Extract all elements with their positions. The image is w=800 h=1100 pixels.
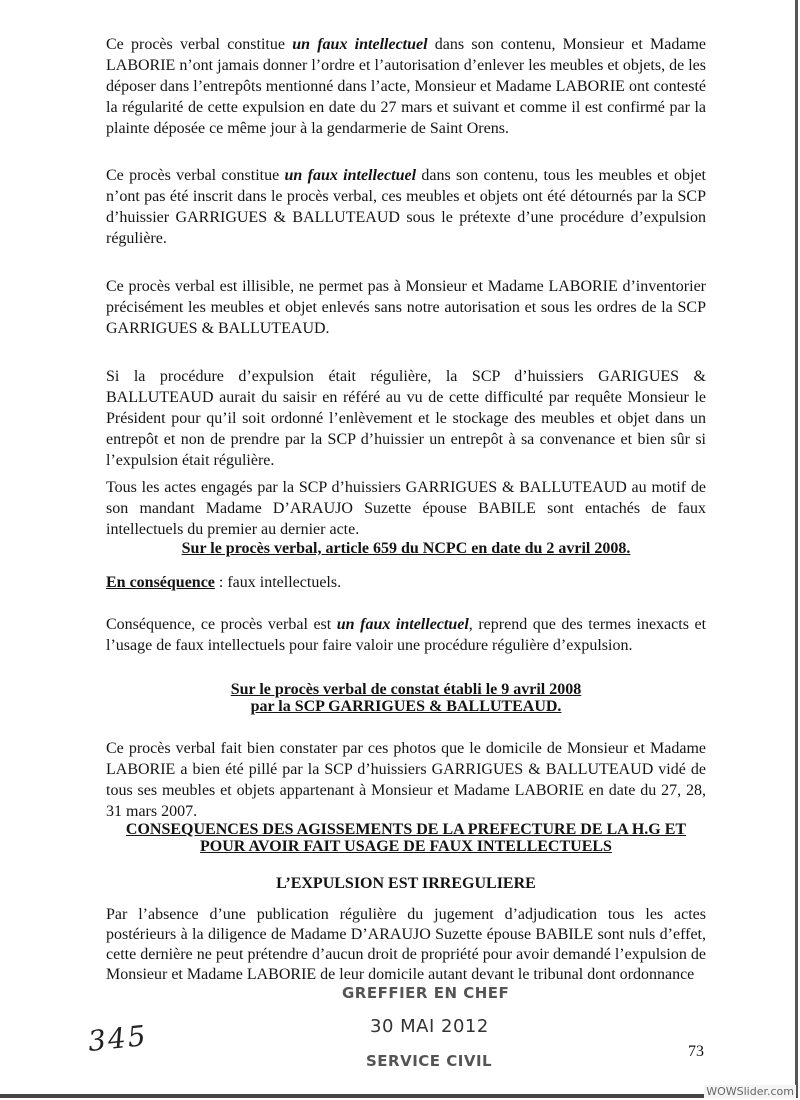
body-text: LABORIE a bien été pillé par la SCP d’huissiers GARRIGUES & BALLUTEAUD vidé de [106, 761, 706, 778]
body-text: Si la procédure d’expulsion était régulière, la SCP d’huissiers GARIGUES & [106, 368, 706, 385]
heading-proces-verbal-659: Sur le procès verbal, article 659 du NCPC en date du 2 avril 2008. [181, 540, 631, 557]
body-text: dans son contenu, tous les meubles et objet [416, 167, 706, 184]
body-text: 31 mars 2007. [106, 803, 198, 820]
stamp-service-civil: SERVICE CIVIL [366, 1052, 493, 1070]
paragraph-5 [106, 477, 706, 540]
text-line [106, 965, 706, 985]
body-text: Président pour qu’il soit ordonné l’enlèvement et le stockage des meubles et objet dans un [106, 410, 706, 427]
body-text: tous ses meubles et objets appartenant à Monsieur et Madame LABORIE en date du 27, 28, [106, 782, 706, 799]
text-line [106, 759, 706, 780]
emphasis-text: un faux intellectuel [284, 167, 417, 184]
paragraph-6 [106, 614, 706, 656]
text-line [106, 207, 706, 228]
body-text: Conséquence, ce procès verbal est [106, 616, 337, 633]
body-text: LABORIE n’ont jamais donner l’ordre et l’autorisation d’enlever les meubles et objets, de les [106, 57, 706, 74]
body-text: précisément les meubles et objet enlevés sans notre autorisation et sous les ordres de la SCP [106, 299, 706, 316]
body-text: régulière. [106, 230, 167, 247]
heading-constat-line-1: Sur le procès verbal de constat établi le 9 avril 2008 [230, 681, 582, 698]
text-line [106, 614, 706, 635]
stamp-date: 30 MAI 2012 [370, 1016, 489, 1037]
text-line [106, 118, 706, 139]
heading-consequences-line-2: POUR AVOIR FAIT USAGE DE FAUX INTELLECTUELS [200, 838, 612, 855]
text-line [106, 318, 706, 339]
text-line [106, 97, 706, 118]
text-line [106, 635, 706, 656]
body-text: GARRIGUES & BALLUTEAUD. [106, 320, 330, 337]
body-text: cette dernière ne peut prétendre d’aucun droit de propriété pour avoir demandé l’expulsion de [106, 946, 706, 963]
text-line [106, 945, 706, 965]
text-line [106, 905, 706, 925]
body-text: l’usage de faux intellectuels pour faire valoir une procédure régulière d’expulsion. [106, 637, 633, 654]
text-line [106, 165, 706, 186]
paragraph-8 [106, 905, 706, 985]
text-line [106, 925, 706, 945]
text-line [106, 450, 706, 471]
paragraph-4 [106, 366, 706, 471]
body-text: Ce procès verbal constitue [106, 167, 285, 184]
heading-expulsion-irreguliere: L’EXPULSION EST IRREGULIERE [276, 875, 536, 892]
text-line [106, 498, 706, 519]
body-text: la régularité de cette expulsion en date du 27 mars et suivant et comme il est confirmé par la [106, 99, 706, 116]
text-line [106, 477, 706, 498]
text-line [106, 738, 706, 759]
text-line [106, 34, 706, 55]
text-line [106, 801, 706, 822]
body-text: déposer dans l’entrepôts mentionné dans l’acte, Monsieur et Madame LABORIE ont contesté [106, 78, 706, 95]
body-text: dans son contenu, Monsieur et Madame [427, 36, 706, 53]
body-text: Ce procès verbal fait bien constater par ces photos que le domicile de Monsieur et Madame [106, 740, 706, 757]
emphasis-text: un faux intellectuel [336, 616, 469, 633]
body-text: : faux intellectuels. [214, 574, 342, 591]
text-line [106, 780, 706, 801]
watermark: WOWSlider.com [706, 1085, 794, 1098]
text-line [106, 519, 706, 540]
body-text: son mandant Madame D’ARAUJO Suzette épouse BABILE sont entachés de faux [106, 500, 706, 517]
body-text: Tous les actes engagés par la SCP d’huissiers GARRIGUES & BALLUTEAUD au motif de [106, 479, 706, 496]
body-text: intellectuels du premier au dernier acte. [106, 521, 360, 538]
label-text: En conséquence [106, 574, 215, 591]
heading-constat-line-2: par la SCP GARRIGUES & BALLUTEAUD. [250, 698, 562, 715]
text-line [106, 297, 706, 318]
text-line [106, 228, 706, 249]
paragraph-en-consequence [106, 572, 706, 593]
stamp-greffier: GREFFIER EN CHEF [342, 984, 510, 1002]
paragraph-2 [106, 165, 706, 249]
body-text: Ce procès verbal constitue [106, 36, 293, 53]
text-line [106, 186, 706, 207]
handwritten-number: 345 [86, 1018, 150, 1059]
paragraph-1 [106, 34, 706, 139]
body-text: Ce procès verbal est illisible, ne permet pas à Monsieur et Madame LABORIE d’inventorier [106, 278, 706, 295]
body-text: Monsieur et Madame LABORIE de leur domicile autant devant le tribunal dont ordonnance [106, 966, 695, 983]
text-line [106, 366, 706, 387]
body-text: BALLUTEAUD aurait du saisir en référé au vu de cette difficulté par requête Monsieur le [106, 389, 706, 406]
paragraph-7 [106, 738, 706, 822]
body-text: l’expulsion était régulière. [106, 452, 275, 469]
body-text: d’huissier GARRIGUES & BALLUTEAUD sous le prétexte d’une procédure d’expulsion [106, 209, 706, 226]
body-text: plainte déposée ce même jour à la gendarmerie de Saint Orens. [106, 120, 509, 137]
text-line [106, 429, 706, 450]
emphasis-text: un faux intellectuel [292, 36, 428, 53]
heading-consequences-line-1: CONSEQUENCES DES AGISSEMENTS DE LA PREFECTURE DE LA H.G ET [125, 821, 687, 838]
body-text: entrepôt et non de prendre par la SCP d’huissier un entrepôt à sa convenance et bien sûr si [106, 431, 706, 448]
text-line [106, 55, 706, 76]
body-text: , reprend que des termes inexacts et [468, 616, 707, 633]
text-line [106, 76, 706, 97]
text-line [106, 572, 706, 593]
text-line [106, 387, 706, 408]
text-line [106, 408, 706, 429]
body-text: postérieurs à la diligence de Madame D’ARAUJO Suzette épouse BABILE sont nuls d’effet, [106, 926, 706, 943]
text-line [106, 276, 706, 297]
paragraph-3 [106, 276, 706, 339]
body-text: n’ont pas été inscrit dans le procès verbal, ces meubles et objets ont été détournés par la SCP [106, 188, 706, 205]
body-text: Par l’absence d’une publication régulière du jugement d’adjudication tous les actes [106, 906, 706, 923]
page-number: 73 [688, 1043, 704, 1060]
